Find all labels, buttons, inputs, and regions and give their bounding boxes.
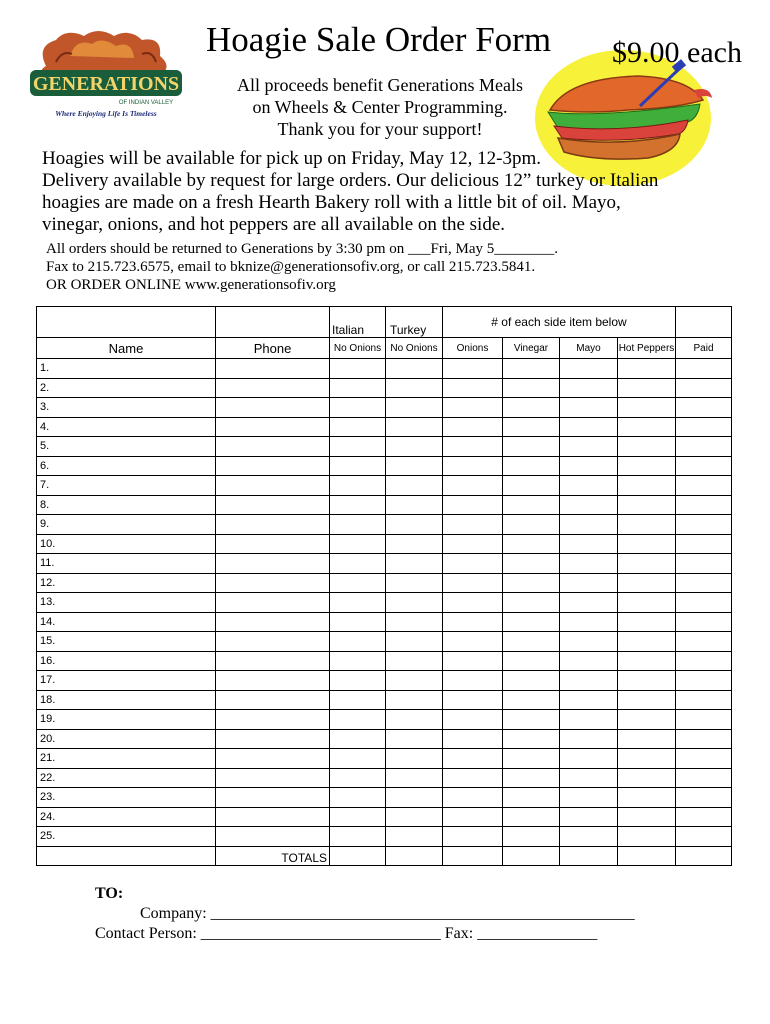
onions-cell[interactable] — [443, 768, 503, 788]
onions-cell[interactable] — [443, 807, 503, 827]
mayo-cell[interactable] — [560, 690, 618, 710]
svg-text:OF INDIAN VALLEY: OF INDIAN VALLEY — [118, 100, 174, 106]
phone-cell[interactable] — [216, 398, 330, 418]
phone-cell[interactable] — [216, 827, 330, 847]
row-number[interactable]: 3. — [37, 398, 216, 418]
mayo-cell[interactable] — [560, 359, 618, 379]
table-row — [37, 632, 732, 652]
phone-cell[interactable] — [216, 612, 330, 632]
onions-cell[interactable] — [443, 729, 503, 749]
row-number[interactable]: 4. — [37, 417, 216, 437]
hot-peppers-cell[interactable] — [618, 807, 676, 827]
italian-cell[interactable] — [330, 710, 386, 730]
phone-cell[interactable] — [216, 456, 330, 476]
paid-cell[interactable] — [676, 729, 732, 749]
vinegar-cell[interactable] — [503, 495, 560, 515]
turkey-cell[interactable] — [386, 378, 443, 398]
hot-peppers-cell[interactable] — [618, 710, 676, 730]
onions-cell[interactable] — [443, 690, 503, 710]
header-name: Name — [37, 338, 216, 359]
table-row — [37, 749, 732, 769]
svg-text:Where Enjoying Life Is Timeles: Where Enjoying Life Is Timeless — [55, 109, 157, 118]
totals-cell[interactable] — [443, 846, 503, 866]
phone-cell[interactable] — [216, 671, 330, 691]
table-row — [37, 690, 732, 710]
vinegar-cell[interactable] — [503, 456, 560, 476]
row-number[interactable]: 13. — [37, 593, 216, 613]
paid-cell[interactable] — [676, 749, 732, 769]
row-number[interactable]: 11. — [37, 554, 216, 574]
subtitle-line: All proceeds benefit Generations Meals — [237, 75, 523, 95]
hot-peppers-cell[interactable] — [618, 827, 676, 847]
paid-cell[interactable] — [676, 476, 732, 496]
totals-label: TOTALS — [216, 846, 330, 866]
italian-cell[interactable] — [330, 554, 386, 574]
paid-cell[interactable] — [676, 495, 732, 515]
table-row — [37, 417, 732, 437]
phone-cell[interactable] — [216, 378, 330, 398]
phone-cell[interactable] — [216, 710, 330, 730]
company-line: Company: _____________________________________________________ — [140, 905, 635, 922]
table-row — [37, 768, 732, 788]
totals-cell[interactable] — [330, 846, 386, 866]
mayo-cell[interactable] — [560, 612, 618, 632]
italian-cell[interactable] — [330, 788, 386, 808]
table-row — [37, 456, 732, 476]
mayo-cell[interactable] — [560, 729, 618, 749]
subtitle-line: Thank you for your support! — [277, 119, 483, 139]
hot-peppers-cell[interactable] — [618, 690, 676, 710]
table-row — [37, 359, 732, 379]
turkey-cell[interactable] — [386, 788, 443, 808]
turkey-cell[interactable] — [386, 690, 443, 710]
to-block — [95, 884, 635, 944]
italian-cell[interactable] — [330, 807, 386, 827]
mayo-cell[interactable] — [560, 515, 618, 535]
phone-cell[interactable] — [216, 651, 330, 671]
paid-cell[interactable] — [676, 788, 732, 808]
header-turkey: Turkey — [386, 307, 443, 338]
mayo-cell[interactable] — [560, 495, 618, 515]
header-hot-peppers: Hot Peppers — [618, 338, 676, 359]
hot-peppers-cell[interactable] — [618, 612, 676, 632]
vinegar-cell[interactable] — [503, 807, 560, 827]
turkey-cell[interactable] — [386, 710, 443, 730]
table-row — [37, 710, 732, 730]
row-number[interactable]: 17. — [37, 671, 216, 691]
onions-cell[interactable] — [443, 651, 503, 671]
header-side-items: # of each side item below — [443, 307, 676, 338]
row-number[interactable]: 15. — [37, 632, 216, 652]
phone-cell[interactable] — [216, 729, 330, 749]
hot-peppers-cell[interactable] — [618, 534, 676, 554]
totals-row — [37, 846, 732, 866]
phone-cell[interactable] — [216, 437, 330, 457]
hot-peppers-cell[interactable] — [618, 456, 676, 476]
subtitle-line: on Wheels & Center Programming. — [252, 97, 508, 117]
italian-cell[interactable] — [330, 690, 386, 710]
mayo-cell[interactable] — [560, 573, 618, 593]
paid-cell[interactable] — [676, 554, 732, 574]
phone-cell[interactable] — [216, 807, 330, 827]
vinegar-cell[interactable] — [503, 671, 560, 691]
order-table — [36, 306, 732, 866]
row-number[interactable]: 2. — [37, 378, 216, 398]
vinegar-cell[interactable] — [503, 690, 560, 710]
phone-cell[interactable] — [216, 417, 330, 437]
onions-cell[interactable] — [443, 437, 503, 457]
italian-cell[interactable] — [330, 417, 386, 437]
intro-line: Delivery available by request for large orders. Our delicious 12” turkey or Italian — [42, 170, 659, 191]
table-row — [37, 671, 732, 691]
vinegar-cell[interactable] — [503, 827, 560, 847]
vinegar-cell[interactable] — [503, 554, 560, 574]
italian-cell[interactable] — [330, 456, 386, 476]
italian-cell[interactable] — [330, 768, 386, 788]
table-row — [37, 807, 732, 827]
italian-cell[interactable] — [330, 437, 386, 457]
intro-paragraph — [42, 148, 722, 236]
hot-peppers-cell[interactable] — [618, 768, 676, 788]
hot-peppers-cell[interactable] — [618, 417, 676, 437]
paid-cell[interactable] — [676, 515, 732, 535]
onions-cell[interactable] — [443, 573, 503, 593]
italian-cell[interactable] — [330, 359, 386, 379]
paid-cell[interactable] — [676, 573, 732, 593]
row-number[interactable]: 9. — [37, 515, 216, 535]
row-number[interactable]: 8. — [37, 495, 216, 515]
paid-cell[interactable] — [676, 456, 732, 476]
onions-cell[interactable] — [443, 476, 503, 496]
row-number[interactable]: 1. — [37, 359, 216, 379]
header-mayo: Mayo — [560, 338, 618, 359]
turkey-cell[interactable] — [386, 515, 443, 535]
hot-peppers-cell[interactable] — [618, 651, 676, 671]
onions-cell[interactable] — [443, 612, 503, 632]
mayo-cell[interactable] — [560, 456, 618, 476]
contact-info: Fax to 215.723.6575, email to bknize@generationsofiv.org, or call 215.723.5841. — [46, 259, 536, 275]
vinegar-cell[interactable] — [503, 359, 560, 379]
hot-peppers-cell[interactable] — [618, 515, 676, 535]
row-number[interactable]: 7. — [37, 476, 216, 496]
paid-cell[interactable] — [676, 593, 732, 613]
italian-cell[interactable] — [330, 476, 386, 496]
italian-cell[interactable] — [330, 749, 386, 769]
mayo-cell[interactable] — [560, 554, 618, 574]
totals-cell[interactable] — [676, 846, 732, 866]
turkey-cell[interactable] — [386, 768, 443, 788]
row-number[interactable]: 25. — [37, 827, 216, 847]
mayo-cell[interactable] — [560, 417, 618, 437]
paid-cell[interactable] — [676, 398, 732, 418]
onions-cell[interactable] — [443, 515, 503, 535]
turkey-cell[interactable] — [386, 456, 443, 476]
vinegar-cell[interactable] — [503, 729, 560, 749]
header-vinegar: Vinegar — [503, 338, 560, 359]
onions-cell[interactable] — [443, 534, 503, 554]
hot-peppers-cell[interactable] — [618, 495, 676, 515]
italian-cell[interactable] — [330, 671, 386, 691]
mayo-cell[interactable] — [560, 593, 618, 613]
turkey-cell[interactable] — [386, 671, 443, 691]
phone-cell[interactable] — [216, 534, 330, 554]
turkey-cell[interactable] — [386, 534, 443, 554]
onions-cell[interactable] — [443, 495, 503, 515]
row-number[interactable]: 6. — [37, 456, 216, 476]
turkey-cell[interactable] — [386, 495, 443, 515]
italian-cell[interactable] — [330, 651, 386, 671]
italian-cell[interactable] — [330, 593, 386, 613]
turkey-cell[interactable] — [386, 437, 443, 457]
vinegar-cell[interactable] — [503, 593, 560, 613]
turkey-cell[interactable] — [386, 398, 443, 418]
turkey-cell[interactable] — [386, 729, 443, 749]
totals-cell[interactable] — [618, 846, 676, 866]
mayo-cell[interactable] — [560, 378, 618, 398]
italian-cell[interactable] — [330, 378, 386, 398]
italian-cell[interactable] — [330, 612, 386, 632]
mayo-cell[interactable] — [560, 476, 618, 496]
phone-cell[interactable] — [216, 359, 330, 379]
table-row — [37, 437, 732, 457]
mayo-cell[interactable] — [560, 788, 618, 808]
hot-peppers-cell[interactable] — [618, 359, 676, 379]
turkey-cell[interactable] — [386, 612, 443, 632]
phone-cell[interactable] — [216, 749, 330, 769]
row-number[interactable]: 5. — [37, 437, 216, 457]
row-number[interactable]: 20. — [37, 729, 216, 749]
onions-cell[interactable] — [443, 417, 503, 437]
header-italian-no-onions: No Onions — [330, 338, 386, 359]
subtitle — [210, 74, 550, 140]
vinegar-cell[interactable] — [503, 515, 560, 535]
onions-cell[interactable] — [443, 632, 503, 652]
hot-peppers-cell[interactable] — [618, 788, 676, 808]
row-number[interactable]: 23. — [37, 788, 216, 808]
table-row — [37, 827, 732, 847]
totals-cell[interactable] — [560, 846, 618, 866]
vinegar-cell[interactable] — [503, 651, 560, 671]
italian-cell[interactable] — [330, 632, 386, 652]
row-number[interactable]: 18. — [37, 690, 216, 710]
table-header-row — [37, 307, 732, 338]
hot-peppers-cell[interactable] — [618, 573, 676, 593]
table-row — [37, 651, 732, 671]
table-row — [37, 554, 732, 574]
vinegar-cell[interactable] — [503, 749, 560, 769]
turkey-cell[interactable] — [386, 827, 443, 847]
onions-cell[interactable] — [443, 788, 503, 808]
vinegar-cell[interactable] — [503, 632, 560, 652]
mayo-cell[interactable] — [560, 398, 618, 418]
row-number[interactable]: 21. — [37, 749, 216, 769]
vinegar-cell[interactable] — [503, 398, 560, 418]
paid-cell[interactable] — [676, 359, 732, 379]
hot-peppers-cell[interactable] — [618, 398, 676, 418]
turkey-cell[interactable] — [386, 593, 443, 613]
mayo-cell[interactable] — [560, 534, 618, 554]
phone-cell[interactable] — [216, 554, 330, 574]
to-label: TO: — [95, 885, 124, 902]
return-instructions — [46, 240, 558, 294]
italian-cell[interactable] — [330, 398, 386, 418]
table-row — [37, 593, 732, 613]
paid-cell[interactable] — [676, 378, 732, 398]
paid-cell[interactable] — [676, 534, 732, 554]
paid-cell[interactable] — [676, 417, 732, 437]
phone-cell[interactable] — [216, 515, 330, 535]
table-row — [37, 729, 732, 749]
table-row — [37, 495, 732, 515]
phone-cell[interactable] — [216, 768, 330, 788]
paid-cell[interactable] — [676, 768, 732, 788]
table-row — [37, 612, 732, 632]
onions-cell[interactable] — [443, 593, 503, 613]
row-number[interactable]: 14. — [37, 612, 216, 632]
vinegar-cell[interactable] — [503, 378, 560, 398]
onions-cell[interactable] — [443, 378, 503, 398]
mayo-cell[interactable] — [560, 807, 618, 827]
mayo-cell[interactable] — [560, 671, 618, 691]
logo-name: GENERATIONS — [32, 73, 180, 95]
hot-peppers-cell[interactable] — [618, 554, 676, 574]
mayo-cell[interactable] — [560, 651, 618, 671]
hot-peppers-cell[interactable] — [618, 378, 676, 398]
table-row — [37, 573, 732, 593]
intro-line: hoagies are made on a fresh Hearth Bakery roll with a little bit of oil. Mayo, — [42, 192, 621, 213]
hot-peppers-cell[interactable] — [618, 749, 676, 769]
vinegar-cell[interactable] — [503, 768, 560, 788]
italian-cell[interactable] — [330, 827, 386, 847]
onions-cell[interactable] — [443, 710, 503, 730]
italian-cell[interactable] — [330, 515, 386, 535]
phone-cell[interactable] — [216, 690, 330, 710]
onions-cell[interactable] — [443, 359, 503, 379]
row-number[interactable]: 10. — [37, 534, 216, 554]
row-number[interactable]: 16. — [37, 651, 216, 671]
phone-cell[interactable] — [216, 495, 330, 515]
phone-cell[interactable] — [216, 476, 330, 496]
row-number[interactable]: 19. — [37, 710, 216, 730]
paid-cell[interactable] — [676, 651, 732, 671]
turkey-cell[interactable] — [386, 417, 443, 437]
row-number[interactable]: 22. — [37, 768, 216, 788]
onions-cell[interactable] — [443, 398, 503, 418]
onions-cell[interactable] — [443, 671, 503, 691]
paid-cell[interactable] — [676, 690, 732, 710]
row-number[interactable]: 24. — [37, 807, 216, 827]
mayo-cell[interactable] — [560, 710, 618, 730]
vinegar-cell[interactable] — [503, 437, 560, 457]
vinegar-cell[interactable] — [503, 710, 560, 730]
turkey-cell[interactable] — [386, 749, 443, 769]
paid-cell[interactable] — [676, 612, 732, 632]
row-number[interactable]: 12. — [37, 573, 216, 593]
table-row — [37, 788, 732, 808]
paid-cell[interactable] — [676, 807, 732, 827]
vinegar-cell[interactable] — [503, 417, 560, 437]
paid-cell[interactable] — [676, 437, 732, 457]
header-onions: Onions — [443, 338, 503, 359]
phone-cell[interactable] — [216, 632, 330, 652]
turkey-cell[interactable] — [386, 807, 443, 827]
italian-cell[interactable] — [330, 573, 386, 593]
intro-line: Hoagies will be available for pick up on Friday, May 12, 12-3pm. — [42, 148, 541, 169]
totals-cell[interactable] — [503, 846, 560, 866]
header-turkey-no-onions: No Onions — [386, 338, 443, 359]
turkey-cell[interactable] — [386, 632, 443, 652]
paid-cell[interactable] — [676, 827, 732, 847]
vinegar-cell[interactable] — [503, 534, 560, 554]
phone-cell[interactable] — [216, 573, 330, 593]
hot-peppers-cell[interactable] — [618, 593, 676, 613]
paid-cell[interactable] — [676, 632, 732, 652]
page-title: Hoagie Sale Order Form — [206, 20, 552, 59]
table-row — [37, 378, 732, 398]
italian-cell[interactable] — [330, 534, 386, 554]
vinegar-cell[interactable] — [503, 573, 560, 593]
generations-logo — [26, 26, 186, 121]
hot-peppers-cell[interactable] — [618, 671, 676, 691]
return-deadline: All orders should be returned to Generations by 3:30 pm on ___Fri, May 5________. — [46, 241, 559, 257]
table-row — [37, 534, 732, 554]
vinegar-cell[interactable] — [503, 476, 560, 496]
table-row — [37, 515, 732, 535]
onions-cell[interactable] — [443, 749, 503, 769]
paid-cell[interactable] — [676, 671, 732, 691]
header-phone: Phone — [216, 338, 330, 359]
header-italian: Italian — [330, 307, 386, 338]
turkey-cell[interactable] — [386, 573, 443, 593]
price-label: $9.00 each — [612, 36, 742, 69]
phone-cell[interactable] — [216, 788, 330, 808]
italian-cell[interactable] — [330, 495, 386, 515]
order-online: OR ORDER ONLINE www.generationsofiv.org — [46, 277, 336, 293]
contact-line: Contact Person: ______________________________ Fax: _______________ — [95, 925, 598, 942]
turkey-cell[interactable] — [386, 359, 443, 379]
vinegar-cell[interactable] — [503, 788, 560, 808]
phone-cell[interactable] — [216, 593, 330, 613]
header-paid: Paid — [676, 338, 732, 359]
mayo-cell[interactable] — [560, 768, 618, 788]
turkey-cell[interactable] — [386, 554, 443, 574]
hot-peppers-cell[interactable] — [618, 437, 676, 457]
mayo-cell[interactable] — [560, 749, 618, 769]
totals-cell[interactable] — [386, 846, 443, 866]
turkey-cell[interactable] — [386, 476, 443, 496]
turkey-cell[interactable] — [386, 651, 443, 671]
hot-peppers-cell[interactable] — [618, 632, 676, 652]
vinegar-cell[interactable] — [503, 612, 560, 632]
hot-peppers-cell[interactable] — [618, 729, 676, 749]
mayo-cell[interactable] — [560, 632, 618, 652]
table-subheader-row — [37, 338, 732, 359]
onions-cell[interactable] — [443, 456, 503, 476]
intro-line: vinegar, onions, and hot peppers are all available on the side. — [42, 214, 506, 235]
mayo-cell[interactable] — [560, 437, 618, 457]
mayo-cell[interactable] — [560, 827, 618, 847]
table-row — [37, 476, 732, 496]
onions-cell[interactable] — [443, 554, 503, 574]
paid-cell[interactable] — [676, 710, 732, 730]
italian-cell[interactable] — [330, 729, 386, 749]
table-row — [37, 398, 732, 418]
onions-cell[interactable] — [443, 827, 503, 847]
hot-peppers-cell[interactable] — [618, 476, 676, 496]
